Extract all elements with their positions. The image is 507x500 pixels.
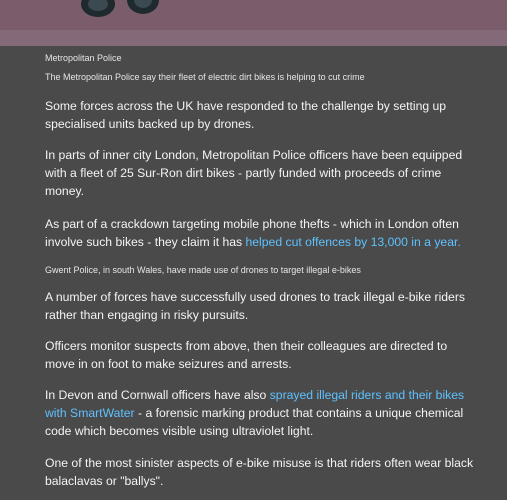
paragraph-7: One of the most sinister aspects of e-bike misuse is that riders often wear black balaclavas or "ballys". [45,456,474,488]
paragraph-4: A number of forces have successfully used drones to track illegal e-bike riders rather than engaging in risky pursuits. [45,290,465,322]
paragraph-6-text-before: In Devon and Cornwall officers have also [45,388,270,402]
gwent-photo-caption: Gwent Police, in south Wales, have made use of drones to target illegal e-bikes [45,265,361,275]
paragraph-2: In parts of inner city London, Metropolitan Police officers have been equipped with a fleet of 25 Sur-Ron dirt bikes - partly funded with proceeds of crime money. [45,148,463,198]
paragraph-3-text: As part of a crackdown targeting mobile phone thefts - which in London often involve such bikes - they claim it has [45,217,459,249]
paragraph-1: Some forces across the UK have responded to the challenge by setting up specialised units backed up by drones. [45,99,447,131]
paragraph-6 [45,386,475,440]
smartwater-link[interactable]: sprayed illegal riders and their bikes with SmartWater [45,388,465,420]
offences-cut-link[interactable]: helped cut offences by 13,000 in a year. [245,235,461,249]
paragraph-5: Officers monitor suspects from above, then their colleagues are directed to move in on foot to make seizures and arrests. [45,339,448,371]
paragraph-3 [45,215,475,251]
photo-bike-wheels [0,0,507,46]
paragraph-6-text-after: - a forensic marking product that contains a unique chemical code which becomes visible using ultraviolet light. [45,406,464,438]
article-photo [0,0,507,46]
photo-credit: Metropolitan Police [45,53,122,63]
photo-caption: The Metropolitan Police say their fleet of electric dirt bikes is helping to cut crime [45,72,365,82]
